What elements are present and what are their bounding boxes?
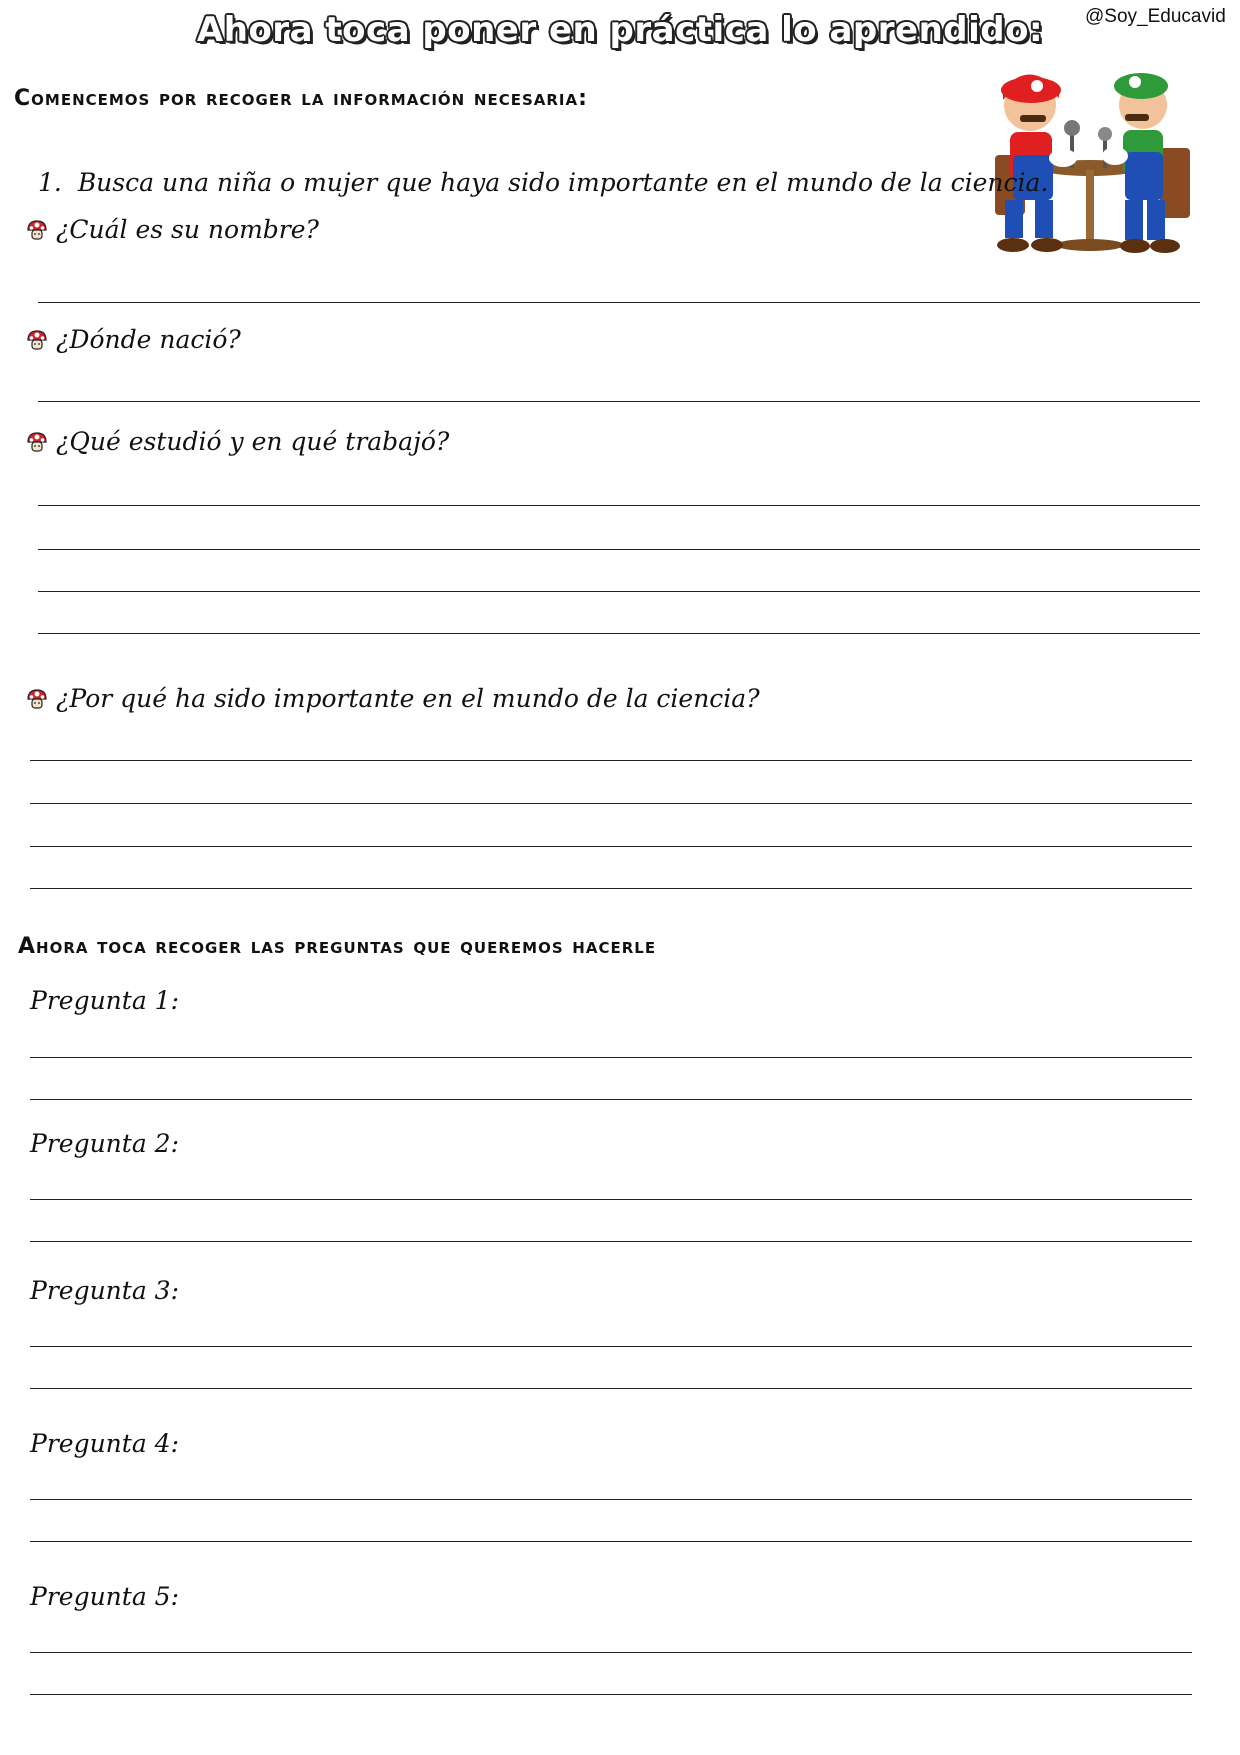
page-title: Ahora toca poner en práctica lo aprendido: [196, 10, 1044, 50]
question-label-2: Pregunta 2: [30, 1129, 179, 1158]
question-text: ¿Dónde nació? [56, 325, 241, 354]
mario-luigi-interview-illustration [975, 60, 1205, 265]
answer-line[interactable] [38, 505, 1200, 506]
question-label-1: Pregunta 1: [30, 986, 179, 1015]
author-handle: @Soy_Educavid [1085, 6, 1226, 27]
answer-line[interactable] [30, 1241, 1192, 1242]
answer-line[interactable] [30, 1346, 1192, 1347]
answer-line[interactable] [30, 760, 1192, 761]
question-text: ¿Qué estudió y en qué trabajó? [56, 427, 450, 456]
mushroom-icon [26, 329, 48, 351]
question-importance [26, 684, 760, 713]
question-birthplace [26, 325, 241, 354]
question-studies-work [26, 427, 449, 456]
mushroom-icon [26, 431, 48, 453]
answer-line[interactable] [30, 1694, 1192, 1695]
answer-line[interactable] [30, 1199, 1192, 1200]
question-label-5: Pregunta 5: [30, 1582, 179, 1611]
question-name [26, 215, 319, 244]
item-text: Busca una niña o mujer que haya sido importante en el mundo de la ciencia. [77, 168, 1049, 197]
answer-line[interactable] [38, 549, 1200, 550]
mushroom-icon [26, 219, 48, 241]
instruction-item-1 [38, 168, 1048, 197]
answer-line[interactable] [38, 591, 1200, 592]
question-text: ¿Cuál es su nombre? [56, 215, 319, 244]
answer-line[interactable] [38, 633, 1200, 634]
answer-line[interactable] [38, 401, 1200, 402]
answer-line[interactable] [30, 888, 1192, 889]
answer-line[interactable] [30, 1099, 1192, 1100]
answer-line[interactable] [30, 1499, 1192, 1500]
section-heading-questions: Ahora toca recoger las preguntas que queremos hacerle [18, 934, 657, 959]
answer-line[interactable] [30, 1652, 1192, 1653]
question-label-3: Pregunta 3: [30, 1276, 179, 1305]
answer-line[interactable] [38, 302, 1200, 303]
mushroom-icon [26, 688, 48, 710]
answer-line[interactable] [30, 1388, 1192, 1389]
question-label-4: Pregunta 4: [30, 1429, 179, 1458]
answer-line[interactable] [30, 1057, 1192, 1058]
question-text: ¿Por qué ha sido importante en el mundo de la ciencia? [56, 684, 760, 713]
section-heading-information: Comencemos por recoger la información necesaria: [14, 86, 588, 111]
answer-line[interactable] [30, 803, 1192, 804]
item-number: 1. [38, 168, 62, 197]
answer-line[interactable] [30, 846, 1192, 847]
answer-line[interactable] [30, 1541, 1192, 1542]
